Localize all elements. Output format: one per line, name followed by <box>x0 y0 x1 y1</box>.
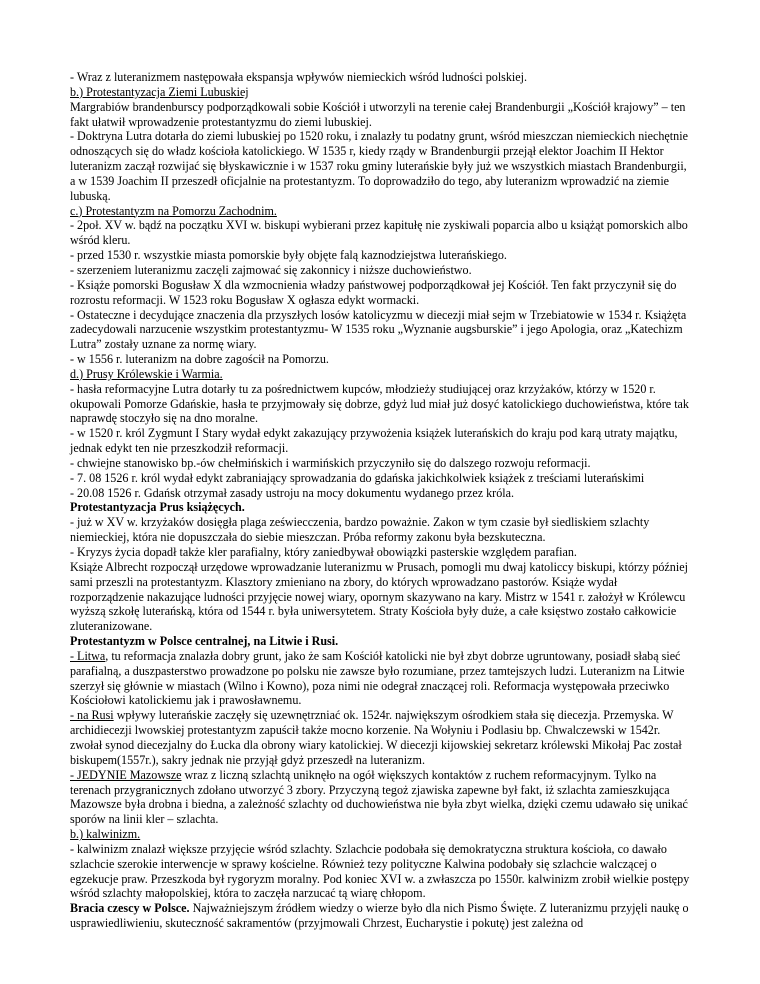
region-label-litwa: - Litwa <box>70 648 106 663</box>
paragraph: - w 1556 r. luteranizm na dobre zagościł na Pomorzu. <box>70 352 329 367</box>
paragraph: Książe Albrecht rozpoczął urzędowe wprowadzanie luteranizmu w Prusach, pomogli mu dwaj katoliccy biskupi, którzy później sami przeszli na protestantyzm. Klasztory zmieniano na zbory, do których wprowadzano pastorów. Książe wydał rozporządzenie nakazujące ludności przyjęcie nowej wiary, opornym skazywano na kary. Mistrz w 1541 r. założył w Królewcu wyższą szkołę luterańską, która od 1544 r. była uniwersytetem. Straty Kościoła były duże, a całe księstwo zostało całkowicie zluteranizowane. <box>70 559 688 634</box>
paragraph: - kalwinizm znalazł większe przyjęcie wśród szlachty. Szlachcie podobała się demokratyczna struktura kościoła, co dawało szlachcie szerokie interwencje w sprawy kościelne. Również tezy polityczne Kalwina podobały się szlachcie walczącej o egzekucje praw. Przeszkoda był rygoryzm moralny. Pod koniec XVI w. a zwłaszcza po 1550r. kalwinizm zrobił wielkie postępy wśród szlachty małopolskiej, która to zaczęła narzucać tą wiarę chłopom. <box>70 841 690 901</box>
paragraph: - już w XV w. krzyżaków dosięgła plaga zeświecczenia, bardzo poważnie. Zakon w tym czasie był siedliskiem szlachty niemieckiej, która nie dopuszczała do siebie mieszczan. Próba reformy zakonu była bezskuteczna. <box>70 515 650 545</box>
section-heading: Protestantyzacja Prus książęcych. <box>70 500 245 515</box>
paragraph <box>70 901 692 931</box>
paragraph: - Kryzys życia dopadł także kler parafialny, który zaniedbywał obowiązki pasterskie względem parafian. <box>70 545 577 559</box>
document-page <box>70 70 692 931</box>
paragraph: - Ostateczne i decydujące znaczenia dla przyszłych losów katolicyzmu w diecezji miał sejm w Trzebiatowie w 1534 r. Książęta zadecydowali narzucenie wszystkim protestantyzmu- W 1535 roku „Wyznanie augsburskie” i jego Apologia, oraz „Katechizm Lutra” zostały uznane za normę wiary. <box>70 307 687 352</box>
region-label-mazowsze: - JEDYNIE Mazowsze <box>70 767 182 782</box>
paragraph: - 20.08 1526 r. Gdańsk otrzymał zasady ustroju na mocy dokumentu wydanego przez króla. <box>70 485 514 500</box>
paragraph: - Doktryna Lutra dotarła do ziemi lubuskiej po 1520 roku, i znalazły tu podatny grunt, wśród mieszczan niemieckich niechętnie odnoszących się do władz kościoła katolickiego. W 1535 r, kiedy rządy w Brandenburgii przejął elektor Joachim II Hektor luteranizm zaczął rozwijać się błyskawicznie i w 1537 roku gminy luterańskie były już we wszystkich miastach Brandenburgii, a w 1539 Joachim II przeszedł oficjalnie na protestantyzm. To doprowadziło do tego, aby luteranizm wprowadzić na ziemie lubuską. <box>70 129 688 203</box>
section-heading: b.) kalwinizm. <box>70 827 141 842</box>
paragraph: - 2poł. XV w. bądź na początku XVI w. biskupi wybierani przez kapitułę nie zyskiwali poparcia albo u książąt pomorskich albo wśród kleru. <box>70 218 688 248</box>
paragraph <box>70 708 692 767</box>
paragraph-body: Najważniejszym źródłem wiedzy o wierze było dla nich Pismo Święte. Z luteranizmu przyjęli naukę o usprawiedliwieniu, skuteczność sakramentów (przyjmowali Chrzest, Eucharystie i pokutę) jest zależna od <box>70 901 689 931</box>
section-heading: d.) Prusy Królewskie i Warmia. <box>70 366 223 381</box>
paragraph: - hasła reformacyjne Lutra dotarły tu za pośrednictwem kupców, młodzieży studiującej oraz krzyżaków, którzy w 1520 r. okupowali Pomorze Gdańskie, hasła te przyjmowały się dobrze, gdyż lud miał już dosyć katolickiego duchowieństwa, które tak naprawdę stoczyło się na dno moralne. <box>70 381 689 426</box>
paragraph: - w 1520 r. król Zygmunt I Stary wydał edykt zakazujący przywożenia książek luterańskich do kraju pod karą utraty majątku, jednak edykt ten nie przeszkodził reformacji. <box>70 426 678 456</box>
paragraph-body: wpływy luterańskie zaczęły się uzewnętrzniać ok. 1524r. największym ośrodkiem stała się diecezja. Przemyska. W archidiecezji lwowskiej protestantyzm zapuścił także mocno korzenie. Na Wołyniu i Podlasiu bp. Chwalczewski w 1542r. zwołał synod diecezjalny do Łucka dla obrony wiary katolickiej. W diecezji kijowskiej sekretarz królewski Mikołaj Pac został biskupem(1557r.), sakry jednak nie przyjął gdyż przeszedł na luteranizm. <box>70 708 682 767</box>
inline-heading: Bracia czescy w Polsce. <box>70 901 190 916</box>
paragraph: - chwiejne stanowisko bp.-ów chełmińskich i warmińskich przyczyniło się do dalszego rozwoju reformacji. <box>70 455 591 470</box>
paragraph-body: wraz z liczną szlachtą uniknęło na ogół większych kontaktów z ruchem reformacyjnym. Tylko na terenach przygranicznych zdołano utworzyć 3 zbory. Przyczyną tegoż zjawiska zapewne był fakt, iż szlachta zamieszkująca Mazowsze była drobna i biedna, a zależność szlachty od duchowieństwa nie była zbyt wielka, dzięki czemu udawało się unikać sporów na linii kler – szlachta. <box>70 767 688 827</box>
paragraph <box>70 768 692 827</box>
section-heading: Protestantyzm w Polsce centralnej, na Litwie i Rusi. <box>70 634 339 649</box>
paragraph: - Wraz z luteranizmem następowała ekspansja wpływów niemieckich wśród ludności polskiej. <box>70 70 528 84</box>
section-heading: c.) Protestantyzm na Pomorzu Zachodnim. <box>70 203 277 218</box>
paragraph: - 7. 08 1526 r. król wydał edykt zabraniający sprowadzania do gdańska jakichkolwiek książek z treściami luterańskimi <box>70 470 645 485</box>
region-label-rus: - na Rusi <box>70 708 114 723</box>
paragraph-body: , tu reformacja znalazła dobry grunt, jako że sam Kościół katolicki nie był zbyt dobrze ugruntowany, posiadł słabą sieć parafialną, a duszpasterstwo prowadzone po polsku nie zawsze było rozumiane, przez tamtejszych ludzi. Luteranizm na Litwie szerzył się głównie w miastach (Wilno i Kowno), poza nimi nie odegrał znaczącej roli. Reformacja występowała przeciwko Kościołowi katolickiemu jak i prawosławnemu. <box>70 648 685 708</box>
paragraph: Margrabiów brandenburscy podporządkowali sobie Kościół i utworzyli na terenie całej Brandenburgii „Kościół krajowy” – ten fakt ułatwił wprowadzenie protestantyzmu do ziemi lubuskiej. <box>70 99 686 129</box>
paragraph: - szerzeniem luteranizmu zaczęli zajmować się zakonnicy i niższe duchowieństwo. <box>70 262 472 277</box>
paragraph: - przed 1530 r. wszystkie miasta pomorskie były objęte falą kaznodziejstwa luterańskiego. <box>70 248 507 263</box>
paragraph <box>70 649 692 708</box>
section-heading: b.) Protestantyzacja Ziemi Lubuskiej <box>70 84 249 99</box>
paragraph: - Książe pomorski Bogusław X dla wzmocnienia władzy państwowej podporządkował jej Kościół. Ten fakt przyczynił się do rozrostu reformacji. W 1523 roku Bogusław X ogłasza edykt wormacki. <box>70 277 677 307</box>
